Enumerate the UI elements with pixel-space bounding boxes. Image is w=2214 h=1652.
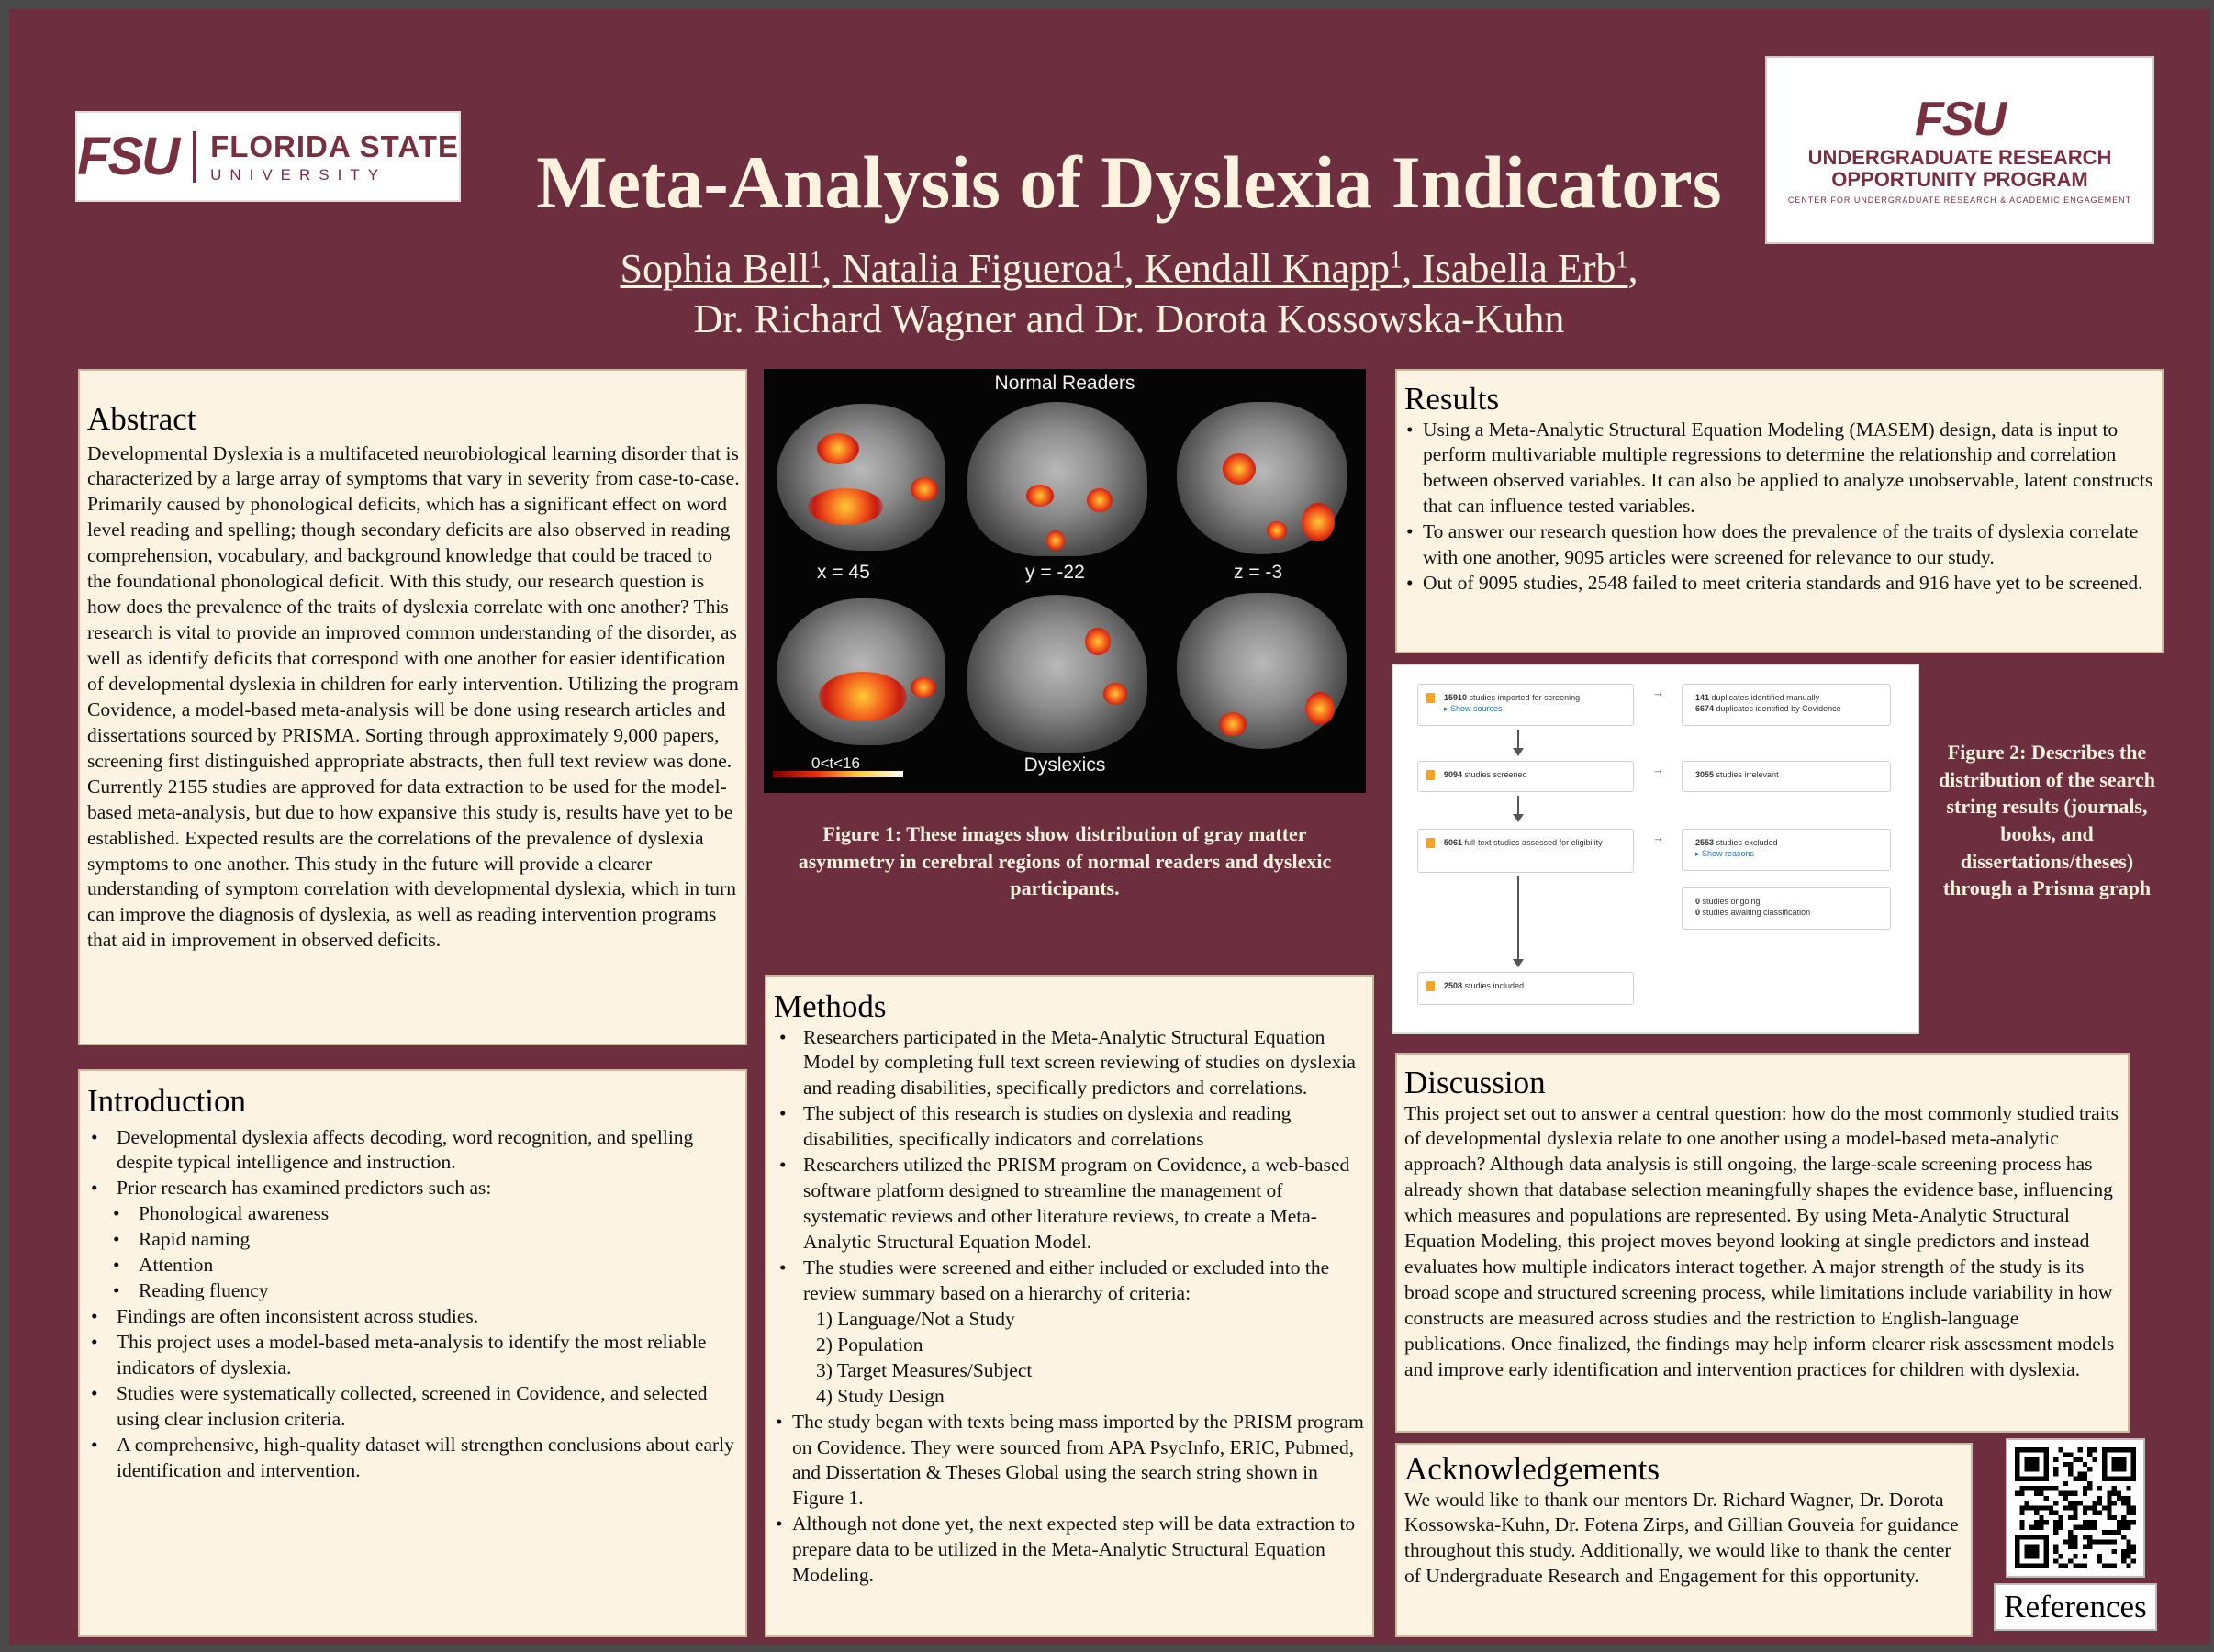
prisma-ongoing-label: studies ongoing xyxy=(1700,897,1761,906)
methods-item: • The studies were screened and either included or excluded into the review summary based on a hierarchy of criteria: xyxy=(774,1256,1365,1307)
brain-axial-dyslexic xyxy=(1177,593,1347,749)
discussion-text: This project set out to answer a central question: how do the most commonly studied traits of developmental dyslexia relate to one another using a model-based meta-analytic approach? Although data analysis is still ongoing, the large-scale screening process has already shown that database selection meaningfully shapes the evidence base, influencing which measures and populations are represented. By using Meta-Analytic Structural Equation Modeling, this project moves beyond looking at single predictors and instead evaluates how multiple indicators interact together. A major strength of the study is its broad scope and structured screening process, while limitations include variability in how constructs are measured across studies and the restriction to English-language publications. Once finalized, the findings may help inform clearer risk assessment models and improve early identification and intervention practices for children with dyslexia. xyxy=(1404,1101,2119,1380)
introduction-item: • Prior research has examined predictors such as: xyxy=(87,1176,740,1201)
prisma-irrelevant-count: 3055 xyxy=(1695,770,1715,779)
activation-blob xyxy=(817,433,859,464)
methods-criterion: 3) Target Measures/Subject xyxy=(816,1358,1033,1381)
methods-criterion: 1) Language/Not a Study xyxy=(816,1307,1015,1330)
prisma-imported-count: 15910 xyxy=(1444,693,1468,702)
introduction-item: • Findings are often inconsistent across studies. xyxy=(87,1304,740,1330)
results-panel xyxy=(1395,369,2164,653)
urop-logo xyxy=(1765,56,2154,244)
introduction-item: • A comprehensive, high-quality dataset will strengthen conclusions about early identification and intervention. xyxy=(87,1433,740,1484)
author-separator: , xyxy=(1124,246,1145,291)
methods-item: • The study began with texts being mass imported by the PRISM program on Covidence. They were sourced from APA PsycInfo, ERIC, Pubmed, and Dissertation & Theses Global using the search string shown in Figure 1. xyxy=(774,1410,1365,1512)
prisma-included-label: studies included xyxy=(1462,981,1525,990)
author-name: Natalia Figueroa xyxy=(842,246,1113,291)
introduction-subitem: • Phonological awareness xyxy=(87,1201,740,1227)
results-item: • Using a Meta-Analytic Structural Equation Modeling (MASEM) design, data is input to perform multivariable multiple regressions to determine the relationship and correlation between observed variables. It can also be applied to analyze unobservable, latent constructs that can influence tested variables. xyxy=(1404,418,2154,520)
activation-blob xyxy=(1046,530,1065,551)
discussion-panel xyxy=(1395,1053,2130,1433)
figure1-coord-x: x = 45 xyxy=(817,562,870,583)
introduction-list xyxy=(87,1125,740,1484)
prisma-connector xyxy=(1517,730,1519,750)
prisma-box-irrelevant xyxy=(1682,761,1891,792)
prisma-ongoing-count: 0 xyxy=(1695,897,1701,906)
figure1-caption: Figure 1: These images show distribution of gray matter asymmetry in cerebral regions of normal readers and dyslexic participants. xyxy=(798,822,1332,900)
activation-blob xyxy=(1219,712,1247,736)
prisma-flow-diagram xyxy=(1392,664,1919,1034)
prisma-fulltext-count: 5061 xyxy=(1444,838,1463,847)
activation-blob xyxy=(1085,628,1111,655)
activation-blob xyxy=(911,677,936,698)
prisma-irrelevant-label: studies irrelevant xyxy=(1714,770,1779,779)
document-icon xyxy=(1426,838,1435,848)
references-qr-code[interactable] xyxy=(2006,1438,2145,1578)
prisma-arrow-right: → xyxy=(1652,763,1664,776)
fsu-logo-university: UNIVERSITY xyxy=(210,165,387,184)
urop-logo-subtitle: CENTER FOR UNDERGRADUATE RESEARCH & ACADEMIC ENGAGEMENT xyxy=(1787,195,2132,205)
prisma-dup-manual-count: 141 xyxy=(1695,693,1710,702)
acknowledgements-text: We would like to thank our mentors Dr. Richard Wagner, Dr. Dorota Kossowska-Kuhn, Dr. Fotena Zirps, and Gillian Gouveia for guidance throughout this study. Additionally, we would like to thank the center of Undergraduate Research and Engagement for this opportunity. xyxy=(1404,1488,1959,1588)
introduction-item: • Studies were systematically collected, screened in Covidence, and selected using clear inclusion criteria. xyxy=(87,1381,740,1433)
methods-panel xyxy=(765,975,1374,1637)
poster-title: Meta-Analysis of Dyslexia Indicators xyxy=(536,140,1722,224)
activation-blob xyxy=(1103,683,1127,705)
figure2-caption: Figure 2: Describes the distribution of the search string results (journals, books, and dissertations/theses) through a Prisma graph xyxy=(1938,741,2156,900)
document-icon xyxy=(1426,770,1435,780)
prisma-box-excluded xyxy=(1682,829,1891,871)
fsu-logo-divider xyxy=(193,131,196,183)
results-list xyxy=(1404,418,2154,597)
introduction-subitem: • Attention xyxy=(87,1253,740,1278)
introduction-item: • Developmental dyslexia affects decoding, word recognition, and spelling despite typical intelligence and instruction. xyxy=(87,1125,740,1177)
figure1-label-normal-readers: Normal Readers xyxy=(994,373,1135,394)
activation-blob xyxy=(1026,485,1054,507)
introduction-item: • This project uses a model-based meta-analysis to identify the most reliable indicators of dyslexia. xyxy=(87,1330,740,1381)
introduction-heading: Introduction xyxy=(87,1083,247,1119)
introduction-subitem: • Reading fluency xyxy=(87,1278,740,1304)
author xyxy=(842,246,1124,291)
activation-blob xyxy=(1087,488,1113,512)
methods-item: • Although not done yet, the next expected step will be data extraction to prepare data to be utilized in the Meta-Analytic Structural Equation Modeling. xyxy=(774,1512,1365,1589)
author-separator: , xyxy=(1627,246,1638,291)
methods-criterion: 2) Population xyxy=(816,1333,923,1356)
prisma-arrow-right: → xyxy=(1652,831,1664,844)
qr-code-icon xyxy=(2015,1447,2136,1568)
fsu-logo-text xyxy=(210,128,459,184)
figure1-label-dyslexics: Dyslexics xyxy=(1023,754,1106,776)
methods-criterion: 4) Study Design xyxy=(816,1384,945,1407)
prisma-arrow-down xyxy=(1513,959,1524,967)
author-affiliation: 1 xyxy=(1616,246,1628,273)
activation-blob xyxy=(1302,503,1335,541)
author-separator: , xyxy=(822,246,843,291)
methods-item: • Researchers participated in the Meta-Analytic Structural Equation Model by completing full text screen reviewing of studies on dyslexia and reading disabilities, specifically predictors and correlations. xyxy=(774,1025,1365,1102)
fsu-logo xyxy=(75,111,461,202)
prisma-box-included xyxy=(1417,972,1634,1005)
activation-blob xyxy=(1305,692,1335,725)
figure1-scale-label: 0<t<16 xyxy=(811,754,860,772)
author-name: Kendall Knapp xyxy=(1144,246,1391,291)
author-affiliation: 1 xyxy=(1390,246,1403,273)
prisma-included-count: 2508 xyxy=(1444,981,1463,990)
prisma-excluded-label: studies excluded xyxy=(1714,838,1778,847)
authors xyxy=(505,243,1753,344)
activation-blob xyxy=(911,477,938,501)
urop-logo-line1: UNDERGRADUATE RESEARCH xyxy=(1807,146,2112,170)
prisma-screened-count: 9094 xyxy=(1444,770,1463,779)
prisma-dup-covidence-label: duplicates identified by Covidence xyxy=(1714,704,1841,714)
abstract-panel xyxy=(78,369,747,1045)
activation-blob xyxy=(1223,453,1256,485)
prisma-box-fulltext xyxy=(1417,829,1634,873)
introduction-subitem: • Rapid naming xyxy=(87,1227,740,1253)
prisma-arrow-down xyxy=(1513,748,1524,756)
authors-line1 xyxy=(505,243,1753,294)
prisma-fulltext-label: full-text studies assessed for eligibility xyxy=(1462,838,1603,847)
abstract-text: Developmental Dyslexia is a multifaceted neurobiological learning disorder that is characterized by a large array of symptoms that vary in severity from case-to-case. Primarily caused by phonological deficits, which has a significant effect on word level reading and spelling; though secondary deficits are also observed in reading comprehension, vocabulary, and background knowledge that could be traced to the foundational phonological deficit. With this study, our research question is how does the prevalence of the traits of dyslexia correlate with one another? This research is vital to provide an improved common understanding of the disorder, as well as identify deficits that correspond with one another for easier identification of developmental dyslexia in children for early intervention. Utilizing the program Covidence, a model-based meta-analysis will be done using research articles and dissertations sourced by PRISMA. Sorting through approximately 9,000 papers, screening first distinguished appropriate abstracts, then full text review was done. Currently 2155 studies are approved for data extraction to be used for the model-based meta-analysis, but due to how expansive this study is, results have yet to be established. Expected results are the correlations of the prevalence of dyslexia symptoms to one another. This study in the future will provide a clearer understanding of symptom correlation with developmental dyslexia, which in turn can improve the diagnosis of dyslexia, as well as reading intervention programs that aid in improvement in observed deficits. xyxy=(87,441,740,952)
urop-logo-mark: FSU xyxy=(1915,93,2005,147)
brain-coronal-dyslexic xyxy=(967,595,1147,753)
results-item: • Out of 9095 studies, 2548 failed to meet criteria standards and 916 have yet to be screened. xyxy=(1404,571,2154,597)
prisma-arrow-down xyxy=(1513,814,1524,822)
prisma-box-duplicates xyxy=(1682,684,1891,726)
methods-heading: Methods xyxy=(774,988,887,1024)
figure1-coord-y: y = -22 xyxy=(1025,562,1085,583)
acknowledgements-panel xyxy=(1395,1443,1973,1637)
activation-blob xyxy=(819,672,907,721)
figure1-brain-image xyxy=(764,369,1366,793)
urop-logo-line2: OPPORTUNITY PROGRAM xyxy=(1831,167,2088,191)
authors-line2: Dr. Richard Wagner and Dr. Dorota Kossowska-Kuhn xyxy=(693,296,1565,341)
prisma-dup-covidence-count: 6674 xyxy=(1695,704,1715,714)
introduction-panel xyxy=(78,1069,747,1637)
results-heading: Results xyxy=(1404,381,1500,417)
author-affiliation: 1 xyxy=(1112,246,1124,273)
fsu-logo-name: FLORIDA STATE xyxy=(210,128,459,163)
methods-list xyxy=(774,1025,1365,1590)
references-label[interactable]: References xyxy=(1994,1583,2157,1631)
discussion-heading: Discussion xyxy=(1404,1065,1546,1100)
prisma-dup-manual-label: duplicates identified manually xyxy=(1709,693,1820,702)
show-sources-link[interactable]: ▸ Show sources xyxy=(1444,704,1503,714)
results-item: • To answer our research question how does the prevalence of the traits of dyslexia correlate with one another, 9095 articles were screened for relevance to our study. xyxy=(1404,519,2154,571)
prisma-imported-label: studies imported for screening xyxy=(1467,693,1581,702)
prisma-awaiting-count: 0 xyxy=(1695,908,1701,918)
author-name: Isabella Erb xyxy=(1422,246,1616,291)
prisma-box-screened xyxy=(1417,761,1634,792)
document-icon xyxy=(1426,981,1435,991)
author-affiliation: 1 xyxy=(810,246,822,273)
prisma-screened-label: studies screened xyxy=(1462,770,1527,779)
poster xyxy=(9,9,2210,1645)
author-name: Sophia Bell xyxy=(620,246,811,291)
prisma-connector xyxy=(1517,796,1519,816)
prisma-box-imported xyxy=(1417,684,1634,726)
prisma-awaiting-label: studies awaiting classification xyxy=(1700,908,1811,918)
document-icon xyxy=(1426,693,1435,703)
show-reasons-link[interactable]: ▸ Show reasons xyxy=(1695,849,1755,859)
author-separator: , xyxy=(1402,246,1423,291)
methods-item: • The subject of this research is studies on dyslexia and reading disabilities, specifically indicators and correlations xyxy=(774,1101,1365,1153)
abstract-heading: Abstract xyxy=(87,401,196,437)
acknowledgements-heading: Acknowledgements xyxy=(1404,1451,1660,1487)
fsu-logo-mark: FSU xyxy=(77,127,179,186)
prisma-excluded-count: 2553 xyxy=(1695,838,1715,847)
author xyxy=(621,246,822,291)
author xyxy=(1422,246,1627,291)
prisma-box-ongoing xyxy=(1682,887,1891,930)
author xyxy=(1145,246,1403,291)
prisma-connector xyxy=(1517,876,1519,961)
prisma-arrow-right: → xyxy=(1652,686,1664,699)
methods-item: • Researchers utilized the PRISM program on Covidence, a web-based software platform designed to streamline the management of systematic reviews and other literature reviews, to create a Meta-Analytic Structural Equation Model. xyxy=(774,1153,1365,1256)
figure1-coord-z: z = -3 xyxy=(1234,562,1283,583)
activation-blob xyxy=(1267,521,1287,540)
activation-blob xyxy=(808,488,883,525)
